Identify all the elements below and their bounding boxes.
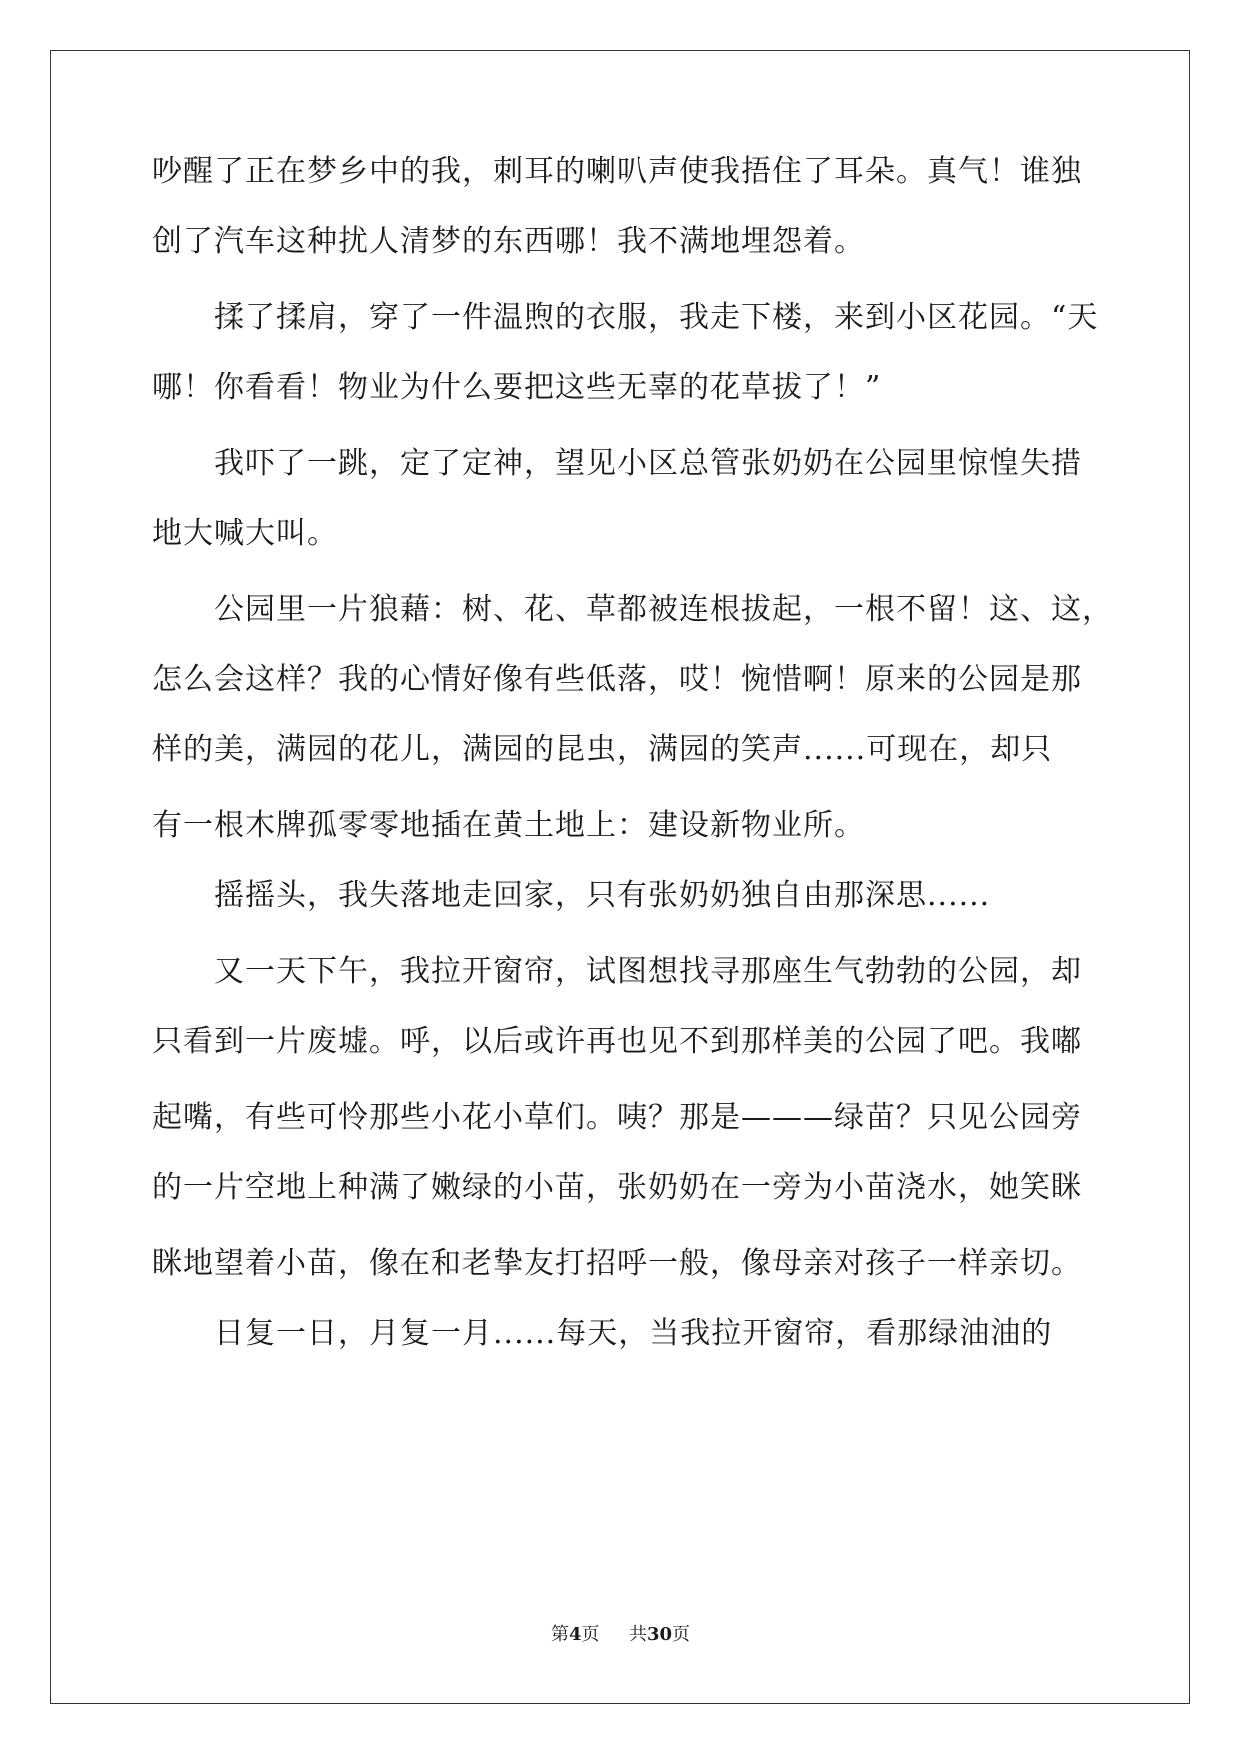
text-line: 样的美，满园的花儿，满园的昆虫，满园的笑声......可现在，却只 <box>152 732 1053 767</box>
text-line: 怎么会这样？我的心情好像有些低落，哎！惋惜啊！原来的公园是那 <box>152 662 1082 697</box>
text-line: 揉了揉肩，穿了一件温煦的衣服，我走下楼，来到小区花园。“天 <box>152 300 1099 335</box>
text-line: 哪！你看看！物业为什么要把这些无辜的花草拔了！” <box>152 370 882 405</box>
text-line: 只看到一片废墟。呼，以后或许再也见不到那样美的公园了吧。我嘟 <box>152 1024 1082 1059</box>
text-line: 日复一日，月复一月......每天，当我拉开窗帘，看那绿油油的 <box>152 1316 1053 1351</box>
text-line: 地大喊大叫。 <box>152 516 338 551</box>
current-page-number: 4 <box>568 1624 582 1645</box>
text-line: 起嘴，有些可怜那些小花小草们。咦？那是———绿苗？只见公园旁 <box>152 1100 1082 1135</box>
total-pages-label: 共30页 <box>628 1624 691 1645</box>
text-line: 的一片空地上种满了嫩绿的小苗，张奶奶在一旁为小苗浇水，她笑眯 <box>152 1170 1082 1205</box>
text-line: 有一根木牌孤零零地插在黄土地上：建设新物业所。 <box>152 808 865 843</box>
text-line: 创了汽车这种扰人清梦的东西哪！我不满地埋怨着。 <box>152 224 865 259</box>
text-line: 又一天下午，我拉开窗帘，试图想找寻那座生气勃勃的公园，却 <box>152 954 1082 989</box>
text-line: 我吓了一跳，定了定神，望见小区总管张奶奶在公园里惊惶失措 <box>152 446 1082 481</box>
total-page-number: 30 <box>646 1624 673 1645</box>
text-line: 吵醒了正在梦乡中的我，刺耳的喇叭声使我捂住了耳朵。真气！谁独 <box>152 154 1082 189</box>
page-footer <box>0 1620 1241 1646</box>
text-line: 摇摇头，我失落地走回家，只有张奶奶独自由那深思...... <box>152 878 991 913</box>
page-number-label: 第4页 <box>550 1624 600 1645</box>
text-line: 眯地望着小苗，像在和老挚友打招呼一般，像母亲对孩子一样亲切。 <box>152 1246 1082 1281</box>
text-line: 公园里一片狼藉：树、花、草都被连根拔起，一根不留！这、这， <box>152 592 1113 627</box>
